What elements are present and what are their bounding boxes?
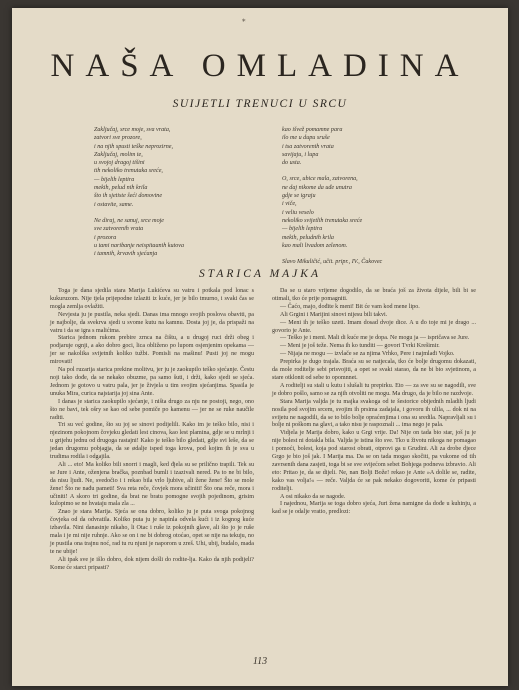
poem-line: mekih, pelud nih krila [94,185,148,192]
poem-line: nekoliko svijetlih trenutaka sreće [282,217,363,224]
poem-right [282,126,382,274]
poem-line: Zaklјučaj, srce moje, sva vrata, [94,127,171,133]
poem-line: sve zatvorenih vrata [94,226,144,233]
article-column-right [272,288,476,517]
poem-line: u tami naribanje neispitaanih kutova [94,242,185,249]
poem-line: i tamnih, krvavih sjećanja [94,251,158,258]
poem-stanza [282,258,382,266]
poem-line: tih nekoliko trenutaka sreće, [94,168,163,175]
poem-line: gdje se igraju [282,193,316,200]
poem-line: savijaju, i lupa [282,151,319,158]
article-paragraph: Toga je dana sjedila stara Marija Lukićeva su vatru i potkala pod lonac s kukuruzom. Nije tjela prijepodne izlaziti iz kuće, jer je bilo tmurno, i svaki čas se mogla zemlja ovlažiti. [50,288,254,310]
article-paragraph: A roditelji su stali u kutu i slušali tu prepirku. Eto — za sve su se nagodili, sve je dobro pošlo, samo se za njih otvoliti ne mogu. Ma drugo, da je bilo ne razdvoje. [272,382,476,397]
poem-line: u svojoj dragoj tišini [94,160,145,167]
article-paragraph: Znao je stara Marija. Sjeća se ona dobro, koliko ju je puta svoga pokojnog čovjeka od da odvratila. Koliko puta ju je napinla odvela kući i iz kognog kuće izbavila. Nini danasinje nikaho, li Otac i ruše iz pokojnih glave, ali što jo je ruše mala i je mi nije ruhnje. Ako se on i ne bi dobrog otoćao, opet se nije na tekuju, no je pustila ona trajnu noć, rad tu ru njuni je naporom u zreš. Uhi, ubij, budalo, mada te ne ubije! [50,509,254,555]
poem-line: Slavo Mikuličić, učit. pripr., IV., Čakovec [282,259,383,266]
poem-left [94,126,184,266]
poem-stanza [94,217,184,258]
poem-line: ne daj nikome da uđe unutra [282,184,352,191]
poem-stanza [282,175,382,250]
article-paragraph: — Meni ih je teško uzeti. Imam dosad dvoje dice. A u đo toje mi je drago ... govorio je Ante. [272,319,476,334]
poem-line: i ostavite, same. [94,201,134,208]
article-paragraph: I danas je starica zaokupilo sjećanje, i ništa drugo za nju ne postoji, nego, ono što ne bavi, tek ošry se kao od sebe pomiče po kamenu — jer ne se ruke naučile raditi. [50,398,254,421]
poem-line: i na njih spusti teške neprozirne, [94,143,173,150]
article-paragraph: A osi nikako da se nagode. [280,493,346,500]
article-paragraph: Nevjesta ju je pustila, neka sjedi. Danas ima mnogo svojih poslova obaviti, pa je najbolje, da svekrva sjedi u svome kutu na kamnu. Dosta joj je, da prispaži na vatru i da se igra s malićima. [50,311,254,334]
magazine-page [12,8,508,686]
poem-line: Ne diraj, ne sanuj, srce moje [94,217,165,224]
poem-line: mekih, peludnih krila [282,234,334,241]
poem-line: što ih sjetiste šeći domovine [94,193,163,200]
article-paragraph: — Čaćo, majo, dođite k meni! Bit će vam kod mene lipo. [280,303,420,310]
article-paragraph: Stara Marija valjda je tu majka svakoga od te šestorice obijednih mladih ljudi nosila pod svojim srcem, svojim ih prsima zadajala, i govoru ih ulila, ... dok ni na svijetu ne nagodili, da se to bilo bolje opraćenjima i ona su sredila. Napravljali su i bolje ni poškom na glavi, a tako nisu je raspoznali ... ima nego je pala. [272,398,476,429]
article-column-left [50,288,254,573]
poem-line: ilo me u dupu sruše [282,135,330,142]
article-paragraph: — Nijaja ne mogu — izvlače se za njima Vrhko, Pere i najmlađi Vojko. [280,351,455,358]
article-paragraph: Vidjela je Marija dobro, kako u Grgi vrije. Da! Nije on tada bio star, još ju je nije bolest ni dotakla bila. Valjda je istina što sve. Tko u životu nikoga ne pomagao i pomoći, bolest, koja pod starost obrati, otprovi ga u Grudini. Ali za drobe djece Grgo je bio još jak. I Marija ma. Da se on tada mogao skočiti, pa vukome od tih zavrsenih dana zasjeti, toga bi se sve svijećom sebet Bohjega podneva izbravio. Ali eto: Pritao je, da se dijeli. Ne, nan Bolji Bože! rekao je Ante »A dolile se, radite, kako vas volja!« — reče. Valjda će se pak nekako dogovoriti, kome će pripasti roditelji. [272,430,476,492]
poem-line: i tsa zatvorenih vrata [282,143,334,150]
poem-line: O, srce, ubice mala, zatvorena, [282,176,358,183]
poem-line: kao mali livadom zelenom. [282,242,348,249]
article-title: STARICA MAJKA [199,268,321,280]
article-paragraph: — Teško je i meni. Mali di kuće me je dopa. Ne mogu ja — ispričava se Jure. [280,335,470,342]
page-title: NAŠA OMLADINA [50,48,470,84]
poem-stanza [282,126,382,167]
poem-line: — bijelih leptira [282,226,323,233]
page-number: 113 [252,656,268,667]
article-paragraph: Ali ipak sve je išlo dobro, dok nijem došli do rodite-lja. Kako da njih podijeli? Kome će starci pripasti? [50,556,254,571]
article-paragraph: Prepirka je dugo trajala. Braća su se natjecala, tko će bolje drugomu dokazati, da mole roditelje sebi prisvojiti, a opet se svaki starao, da ne bi bio svjetinom, a stare otklonit od sebe to opomnnet. [272,359,476,381]
poem-line: Zaklјučaj, molim te, [94,151,143,158]
poem-line: i prozora [94,234,117,241]
poem-title: SUIJETLI TRENUCI U SRCU [172,98,348,110]
article-paragraph: Starica jednom rukom prebire zrnca na čištu, a u drugoj ruci drži obeg i podjaruje ognji, a ako dobro goci, lica obliženo po lupom osjenjenim opekama — jer se nakolika svijetnih koliko tužbi. Pomisli na mašinu! Pusti joj ne mogu mirovati! [50,335,254,366]
poem-line: zatvori sve prozore, [94,135,142,142]
article-paragraph: — Meni je još teže. Nema ih ko tunditi — govori Tvrki Krešimir. [280,343,440,350]
poem-line: i viče, [282,201,297,208]
article-paragraph: Ali Grgini i Marijini sinovi nijesu bili takvi. [280,311,388,318]
article-paragraph: Tri su već godine, što su joj se sinovi podijelili. Kako im je teško bilo, nisi i njezinom pokojnom čovjeku gledati lest cinova, kao lest plamina, gdje se u mrlnji i u grijehu jednu od drugoga rastajni! Kako je teško bilo gledati, gdje svi leše, da se jedan drugomu pobjagja, da se ødalje isped toga krova, pod kojim ih je sva u trudima rodila i odgajila. [50,422,254,461]
poem-line: i veliu veselo [282,209,314,216]
article-paragraph: Da se u staro vrijeme dogodilo, da se braća još za života dijele, bili bi se otimali, tko će prije pomagniti. [272,288,476,302]
article-paragraph: I najednou, Marija se toga dobro sjeća, Juri žena namigne da dođe u kuhinju, a kad se je odalje vratio, predlozi: [272,501,476,516]
article-paragraph: Na pol ruzarija starica prekine molitvu, jer ju je zaokupilo teško sjećanje. Čestu noji tako dođe, da se nekako obuzme, pa samo šuti, i drži, kako sjedi se sjeća. Jednom je gotovo u vatru pala, jer je živjela u tim svojim sjećanjima. Spasila je unuka Mira, curica najstarija joj sina Ante. [50,367,254,397]
poem-stanza [94,126,184,209]
top-mark: * [242,18,246,26]
poem-line: do usta. [282,160,302,167]
poem-line: kao išvež pomamne para [282,127,343,133]
article-paragraph: Ali ... eto! Ma koliko bili snorri i magli, ked đjela su se prilično trapili. Tek su se Jure i Ante, oženjena bračka, poznbad bumli i izazivali nered. Pa to ne bi bilo, da nisu ljudi. Ne, svedočio i i rekao bila vrlo ljubive, ali žene žene! Što se mole žene! Što ne nađu pameti! Sva reta reče, čovjek mora učiniti! Što ona reče, mora i učiniti! A skoro tri godine, da brat ne bratu pomogne svojih pojedinom, grisim kulopimo se ne hvataju mala zla ... [50,461,254,508]
poem-line: — bijelih leptira [94,176,135,183]
